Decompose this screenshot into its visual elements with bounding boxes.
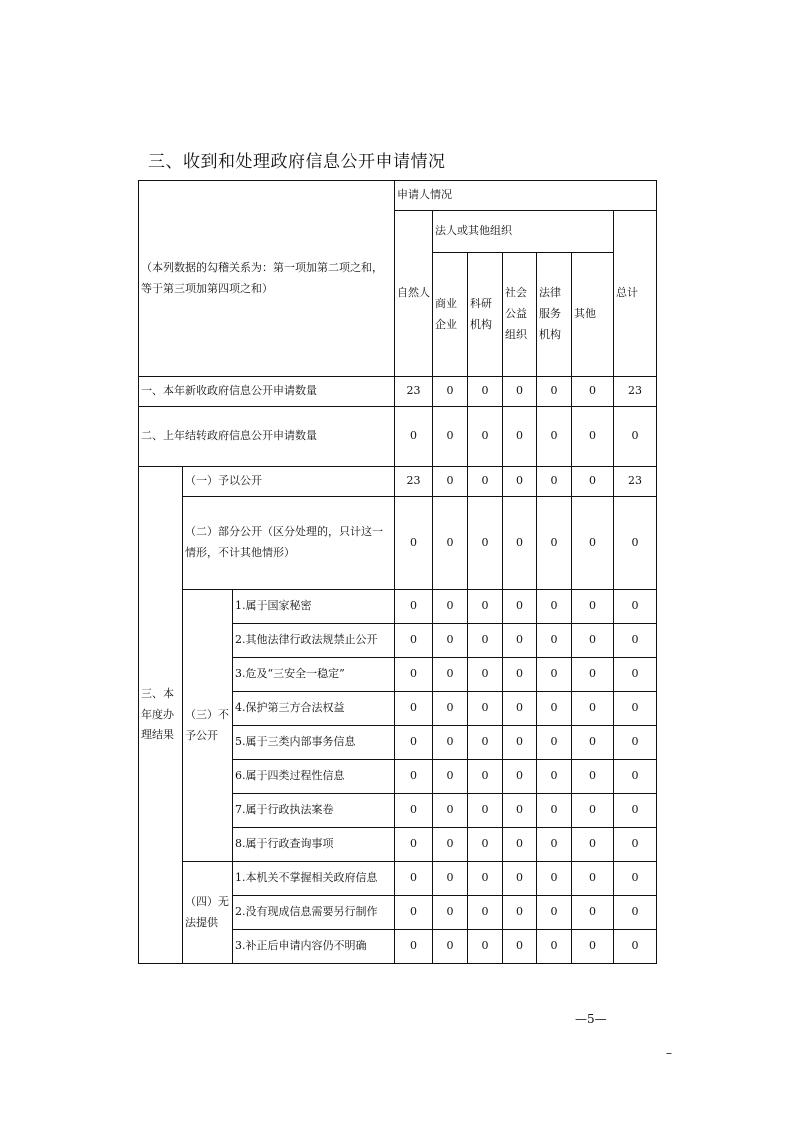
table-row xyxy=(139,497,657,590)
row-label: 一、本年新收政府信息公开申请数量 xyxy=(139,377,395,407)
cell-value: 0 xyxy=(537,896,572,930)
info-disclosure-table xyxy=(138,180,657,964)
cell-value: 0 xyxy=(572,930,614,964)
row-label: 2.没有现成信息需要另行制作 xyxy=(233,896,395,930)
page-number: —5— xyxy=(575,1012,607,1026)
cell-value: 0 xyxy=(572,658,614,692)
row-label: 5.属于三类内部事务信息 xyxy=(233,726,395,760)
table-row xyxy=(139,862,657,896)
row-label: 7.属于行政执法案卷 xyxy=(233,794,395,828)
row-label: 4.保护第三方合法权益 xyxy=(233,692,395,726)
cell-value: 0 xyxy=(433,624,468,658)
cell-value: 0 xyxy=(395,726,433,760)
cell-value: 0 xyxy=(614,497,657,590)
cell-value: 0 xyxy=(433,377,468,407)
cell-value: 0 xyxy=(572,726,614,760)
row-label: 1.属于国家秘密 xyxy=(233,590,395,624)
row-label: 6.属于四类过程性信息 xyxy=(233,760,395,794)
cell-value: 0 xyxy=(395,407,433,467)
cell-value: 0 xyxy=(503,497,537,590)
row-label: 2.其他法律行政法规禁止公开 xyxy=(233,624,395,658)
cell-value: 0 xyxy=(433,497,468,590)
cell-value: 0 xyxy=(503,760,537,794)
cell-value: 0 xyxy=(537,624,572,658)
row-label: 3.危及“三安全一稳定” xyxy=(233,658,395,692)
section-title: 三、收到和处理政府信息公开申请情况 xyxy=(148,152,446,172)
cell-value: 0 xyxy=(433,930,468,964)
row-label: 1.本机关不掌握相关政府信息 xyxy=(233,862,395,896)
cell-value: 0 xyxy=(395,658,433,692)
cell-value: 0 xyxy=(537,590,572,624)
cell-value: 0 xyxy=(572,407,614,467)
cell-value: 0 xyxy=(572,828,614,862)
cell-value: 0 xyxy=(503,624,537,658)
header-note-cell xyxy=(139,181,395,377)
cell-value: 0 xyxy=(537,930,572,964)
cell-value: 0 xyxy=(503,658,537,692)
cell-value: 0 xyxy=(614,794,657,828)
cell-value: 0 xyxy=(614,930,657,964)
cell-value: 0 xyxy=(433,896,468,930)
cell-value: 0 xyxy=(537,726,572,760)
commercial-header: 商业企业 xyxy=(433,253,468,377)
cell-value: 0 xyxy=(503,862,537,896)
cell-value: 0 xyxy=(503,726,537,760)
cell-value: 0 xyxy=(468,896,503,930)
cell-value: 23 xyxy=(614,467,657,497)
sub4-label: （四）无法提供 xyxy=(183,862,233,964)
cell-value: 0 xyxy=(614,828,657,862)
cell-value: 0 xyxy=(433,794,468,828)
footer-mark: – xyxy=(666,1046,672,1060)
cell-value: 0 xyxy=(537,407,572,467)
cell-value: 0 xyxy=(468,930,503,964)
cell-value: 0 xyxy=(395,590,433,624)
cell-value: 0 xyxy=(614,692,657,726)
cell-value: 0 xyxy=(572,862,614,896)
cell-value: 0 xyxy=(537,828,572,862)
cell-value: 0 xyxy=(468,726,503,760)
cell-value: 0 xyxy=(572,624,614,658)
cell-value: 0 xyxy=(537,467,572,497)
cell-value: 0 xyxy=(537,497,572,590)
row-label: 二、上年结转政府信息公开申请数量 xyxy=(139,407,395,467)
cell-value: 0 xyxy=(468,862,503,896)
cell-value: 0 xyxy=(468,590,503,624)
cell-value: 0 xyxy=(614,624,657,658)
cell-value: 0 xyxy=(468,407,503,467)
cell-value: 0 xyxy=(468,377,503,407)
cell-value: 0 xyxy=(614,760,657,794)
cell-value: 0 xyxy=(537,692,572,726)
cell-value: 0 xyxy=(395,497,433,590)
cell-value: 0 xyxy=(395,760,433,794)
cell-value: 0 xyxy=(503,377,537,407)
table-row xyxy=(139,377,657,407)
cell-value: 0 xyxy=(537,377,572,407)
cell-value: 0 xyxy=(395,828,433,862)
cell-value: 0 xyxy=(614,590,657,624)
cell-value: 0 xyxy=(468,828,503,862)
cell-value: 0 xyxy=(537,658,572,692)
sub3-label: （三）不予公开 xyxy=(183,590,233,862)
cell-value: 0 xyxy=(503,407,537,467)
cell-value: 0 xyxy=(433,658,468,692)
cell-value: 0 xyxy=(433,407,468,467)
cell-value: 0 xyxy=(614,407,657,467)
table-row xyxy=(139,467,657,497)
row-label: 3.补正后申请内容仍不明确 xyxy=(233,930,395,964)
header-note: （本列数据的勾稽关系为：第一项加第二项之和，等于第三项加第四项之和） xyxy=(141,260,383,295)
other-header: 其他 xyxy=(572,253,614,377)
cell-value: 0 xyxy=(433,862,468,896)
cell-value: 23 xyxy=(395,467,433,497)
cell-value: 0 xyxy=(503,794,537,828)
cell-value: 0 xyxy=(572,760,614,794)
cell-value: 0 xyxy=(614,862,657,896)
cell-value: 0 xyxy=(433,590,468,624)
cell-value: 0 xyxy=(395,624,433,658)
cell-value: 0 xyxy=(572,896,614,930)
legal-group-header: 法人或其他组织 xyxy=(433,211,614,253)
cell-value: 0 xyxy=(572,497,614,590)
row-label: 8.属于行政查询事项 xyxy=(233,828,395,862)
cell-value: 0 xyxy=(395,862,433,896)
cell-value: 0 xyxy=(395,930,433,964)
table-row xyxy=(139,407,657,467)
cell-value: 0 xyxy=(503,692,537,726)
table-row xyxy=(139,590,657,624)
research-header: 科研机构 xyxy=(468,253,503,377)
cell-value: 0 xyxy=(433,726,468,760)
cell-value: 0 xyxy=(468,692,503,726)
cell-value: 0 xyxy=(468,497,503,590)
cell-value: 0 xyxy=(572,794,614,828)
cell-value: 0 xyxy=(433,760,468,794)
cell-value: 0 xyxy=(433,467,468,497)
row-label: （二）部分公开（区分处理的，只计这一情形，不计其他情形） xyxy=(183,497,395,590)
legal-service-header: 法律服务机构 xyxy=(537,253,572,377)
applicant-header: 申请人情况 xyxy=(395,181,657,211)
cell-value: 0 xyxy=(468,467,503,497)
cell-value: 0 xyxy=(614,658,657,692)
cell-value: 0 xyxy=(572,467,614,497)
cell-value: 0 xyxy=(537,862,572,896)
cell-value: 0 xyxy=(503,896,537,930)
cell-value: 0 xyxy=(468,658,503,692)
cell-value: 0 xyxy=(614,896,657,930)
cell-value: 0 xyxy=(433,692,468,726)
cell-value: 0 xyxy=(503,930,537,964)
cell-value: 0 xyxy=(572,590,614,624)
total-header: 总计 xyxy=(614,211,657,377)
cell-value: 0 xyxy=(572,377,614,407)
cell-value: 0 xyxy=(614,726,657,760)
cell-value: 0 xyxy=(395,896,433,930)
cell-value: 0 xyxy=(537,760,572,794)
cell-value: 23 xyxy=(395,377,433,407)
cell-value: 0 xyxy=(503,467,537,497)
cell-value: 0 xyxy=(468,624,503,658)
cell-value: 0 xyxy=(503,828,537,862)
cell-value: 0 xyxy=(433,828,468,862)
cell-value: 0 xyxy=(537,794,572,828)
cell-value: 0 xyxy=(572,692,614,726)
group3-label: 三、本年度办理结果 xyxy=(139,467,183,964)
natural-person-header: 自然人 xyxy=(395,211,433,377)
row-label: （一）予以公开 xyxy=(183,467,395,497)
social-header: 社会公益组织 xyxy=(503,253,537,377)
cell-value: 0 xyxy=(395,692,433,726)
cell-value: 0 xyxy=(395,794,433,828)
cell-value: 0 xyxy=(503,590,537,624)
cell-value: 0 xyxy=(468,794,503,828)
cell-value: 23 xyxy=(614,377,657,407)
cell-value: 0 xyxy=(468,760,503,794)
